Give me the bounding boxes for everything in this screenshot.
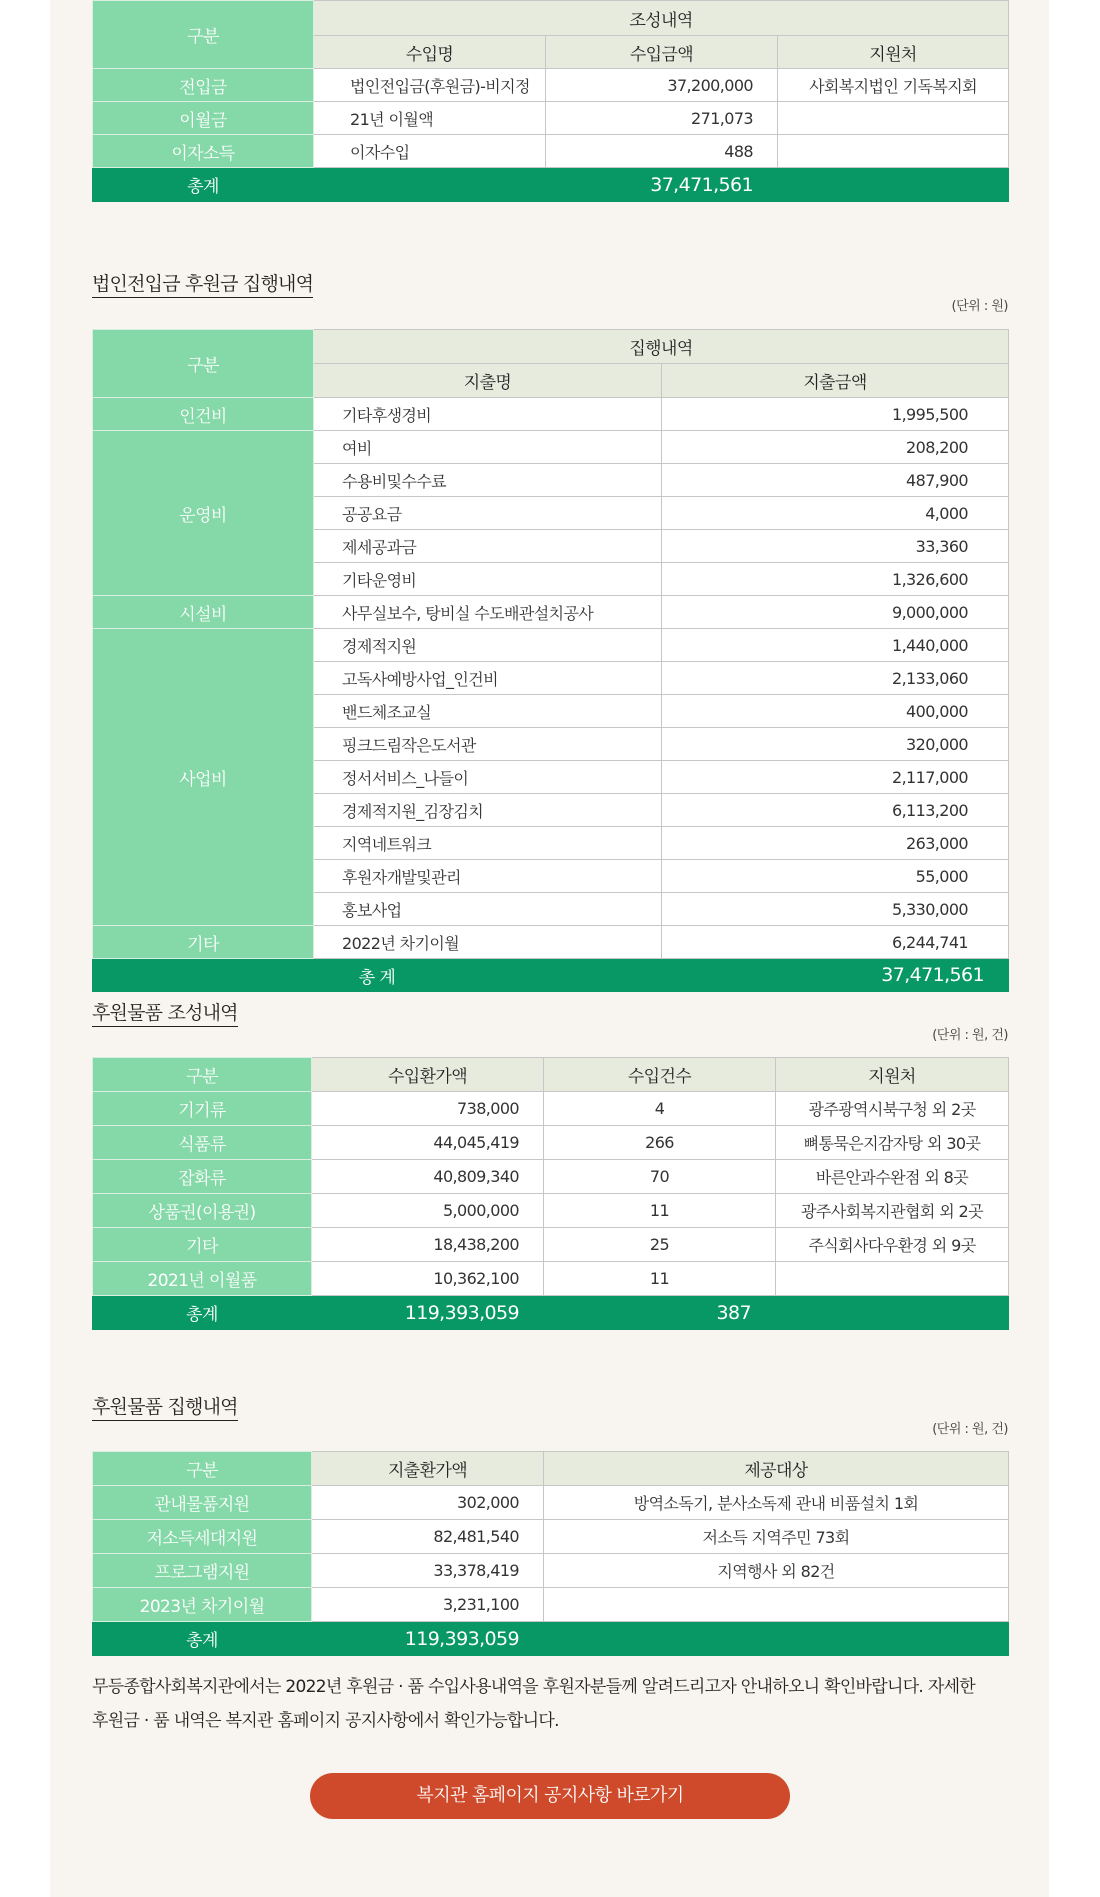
total-amount: 37,471,561 xyxy=(546,168,778,202)
row-expense-name: 사무실보수, 탕비실 수도배관설치공사 xyxy=(314,596,662,629)
row-value: 738,000 xyxy=(312,1092,544,1126)
row-expense-amount: 263,000 xyxy=(662,827,1009,860)
row-value: 302,000 xyxy=(312,1486,544,1520)
row-income-amount: 271,073 xyxy=(546,102,778,135)
row-category: 인건비 xyxy=(93,398,314,431)
row-expense-amount: 1,995,500 xyxy=(662,398,1009,431)
row-income-amount: 37,200,000 xyxy=(546,69,778,102)
row-category: 시설비 xyxy=(93,596,314,629)
total-value: 119,393,059 xyxy=(312,1296,544,1330)
table-row xyxy=(93,135,1009,168)
row-value: 3,231,100 xyxy=(312,1588,544,1622)
row-value: 44,045,419 xyxy=(312,1126,544,1160)
table-row xyxy=(93,1126,1009,1160)
row-source xyxy=(778,135,1009,168)
row-expense-amount: 9,000,000 xyxy=(662,596,1009,629)
total-label: 총계 xyxy=(93,1622,312,1656)
row-expense-amount: 33,360 xyxy=(662,530,1009,563)
unit-label: (단위 : 원, 건) xyxy=(932,1422,1008,1437)
row-source: 바른안과수완점 외 8곳 xyxy=(776,1160,1009,1194)
corporate-spending-table xyxy=(92,329,1009,992)
row-category: 기기류 xyxy=(93,1092,312,1126)
row-source: 뼈통묵은지감자탕 외 30곳 xyxy=(776,1126,1009,1160)
row-category: 2021년 이월품 xyxy=(93,1262,312,1296)
row-expense-name: 수용비및수수료 xyxy=(314,464,662,497)
row-value: 5,000,000 xyxy=(312,1194,544,1228)
row-income-amount: 488 xyxy=(546,135,778,168)
total-blank xyxy=(544,1622,1009,1656)
row-category: 프로그램지원 xyxy=(93,1554,312,1588)
header-category: 구분 xyxy=(93,330,314,398)
row-expense-name: 경제적지원 xyxy=(314,629,662,662)
notice-line-2: 후원금 · 품 내역은 복지관 홈페이지 공지사항에서 확인가능합니다. xyxy=(92,1711,559,1731)
row-expense-amount: 6,244,741 xyxy=(662,926,1009,959)
row-count: 4 xyxy=(544,1092,776,1126)
header-execution: 집행내역 xyxy=(314,330,1009,364)
row-count: 11 xyxy=(544,1194,776,1228)
table-row xyxy=(93,431,1009,464)
total-blank xyxy=(776,1296,1009,1330)
row-income-name: 이자수입 xyxy=(314,135,546,168)
row-expense-name: 지역네트워크 xyxy=(314,827,662,860)
row-count: 70 xyxy=(544,1160,776,1194)
header-source: 지원처 xyxy=(776,1058,1009,1092)
total-label: 총계 xyxy=(93,1296,312,1330)
row-expense-name: 홍보사업 xyxy=(314,893,662,926)
notice-text xyxy=(92,1670,1022,1738)
total-amount: 37,471,561 xyxy=(662,959,1009,992)
unit-label: (단위 : 원, 건) xyxy=(932,1028,1008,1043)
row-expense-name: 경제적지원_김장김치 xyxy=(314,794,662,827)
row-expense-amount: 6,113,200 xyxy=(662,794,1009,827)
section-title-goods-income: 후원물품 조성내역 xyxy=(92,998,238,1027)
row-expense-name: 공공요금 xyxy=(314,497,662,530)
row-category: 기타 xyxy=(93,1228,312,1262)
row-value: 82,481,540 xyxy=(312,1520,544,1554)
total-blank xyxy=(314,168,546,202)
table-row xyxy=(93,398,1009,431)
row-target xyxy=(544,1588,1009,1622)
row-category: 2023년 차기이월 xyxy=(93,1588,312,1622)
header-source: 지원처 xyxy=(778,36,1009,69)
row-expense-amount: 4,000 xyxy=(662,497,1009,530)
row-source xyxy=(778,102,1009,135)
row-expense-name: 핑크드림작은도서관 xyxy=(314,728,662,761)
homepage-notice-button[interactable]: 복지관 홈페이지 공지사항 바로가기 xyxy=(310,1773,790,1819)
row-category: 식품류 xyxy=(93,1126,312,1160)
table-row xyxy=(93,926,1009,959)
table-row xyxy=(93,1520,1009,1554)
row-source xyxy=(776,1262,1009,1296)
row-expense-amount: 400,000 xyxy=(662,695,1009,728)
row-expense-amount: 2,133,060 xyxy=(662,662,1009,695)
header-composition: 조성내역 xyxy=(314,1,1009,36)
row-expense-name: 고독사예방사업_인건비 xyxy=(314,662,662,695)
row-category: 관내물품지원 xyxy=(93,1486,312,1520)
row-expense-name: 2022년 차기이월 xyxy=(314,926,662,959)
row-count: 25 xyxy=(544,1228,776,1262)
table-row xyxy=(93,629,1009,662)
row-expense-amount: 487,900 xyxy=(662,464,1009,497)
table-row xyxy=(93,69,1009,102)
row-category: 저소득세대지원 xyxy=(93,1520,312,1554)
row-expense-name: 여비 xyxy=(314,431,662,464)
table-row xyxy=(93,1486,1009,1520)
row-expense-amount: 55,000 xyxy=(662,860,1009,893)
row-source: 사회복지법인 기독복지회 xyxy=(778,69,1009,102)
row-target: 지역행사 외 82건 xyxy=(544,1554,1009,1588)
row-count: 266 xyxy=(544,1126,776,1160)
table-row xyxy=(93,102,1009,135)
goods-spending-table xyxy=(92,1451,1009,1656)
header-expense-name: 지출명 xyxy=(314,364,662,398)
header-expense-amount: 지출금액 xyxy=(662,364,1009,398)
header-value: 수입환가액 xyxy=(312,1058,544,1092)
row-expense-name: 밴드체조교실 xyxy=(314,695,662,728)
row-expense-amount: 1,326,600 xyxy=(662,563,1009,596)
row-source: 광주광역시북구청 외 2곳 xyxy=(776,1092,1009,1126)
row-source: 주식회사다우환경 외 9곳 xyxy=(776,1228,1009,1262)
table-row xyxy=(93,1588,1009,1622)
row-expense-amount: 1,440,000 xyxy=(662,629,1009,662)
row-expense-amount: 2,117,000 xyxy=(662,761,1009,794)
row-category: 잡화류 xyxy=(93,1160,312,1194)
total-blank xyxy=(778,168,1009,202)
table-row xyxy=(93,1554,1009,1588)
total-count: 387 xyxy=(544,1296,776,1330)
row-category: 사업비 xyxy=(93,629,314,926)
row-category: 기타 xyxy=(93,926,314,959)
table-row xyxy=(93,1160,1009,1194)
header-count: 수입건수 xyxy=(544,1058,776,1092)
row-income-name: 21년 이월액 xyxy=(314,102,546,135)
row-value: 33,378,419 xyxy=(312,1554,544,1588)
table-row xyxy=(93,1194,1009,1228)
row-category: 상품권(이용권) xyxy=(93,1194,312,1228)
row-expense-amount: 208,200 xyxy=(662,431,1009,464)
unit-label: (단위 : 원) xyxy=(951,299,1008,314)
row-expense-name: 정서서비스_나들이 xyxy=(314,761,662,794)
table-row xyxy=(93,1092,1009,1126)
row-target: 저소득 지역주민 73회 xyxy=(544,1520,1009,1554)
table-row xyxy=(93,596,1009,629)
income-summary-table xyxy=(92,0,1009,202)
row-category: 이월금 xyxy=(93,102,314,135)
row-category: 이자소득 xyxy=(93,135,314,168)
goods-income-table xyxy=(92,1057,1009,1330)
row-category: 전입금 xyxy=(93,69,314,102)
total-value: 119,393,059 xyxy=(312,1622,544,1656)
row-target: 방역소독기, 분사소독제 관내 비품설치 1회 xyxy=(544,1486,1009,1520)
row-value: 40,809,340 xyxy=(312,1160,544,1194)
header-income-amount: 수입금액 xyxy=(546,36,778,69)
total-label: 총 계 xyxy=(93,959,662,992)
header-category: 구분 xyxy=(93,1452,312,1486)
section-title-corporate-spending: 법인전입금 후원금 집행내역 xyxy=(92,269,313,298)
row-source: 광주사회복지관협회 외 2곳 xyxy=(776,1194,1009,1228)
row-count: 11 xyxy=(544,1262,776,1296)
row-expense-name: 기타운영비 xyxy=(314,563,662,596)
table-row xyxy=(93,1228,1009,1262)
table-row xyxy=(93,1262,1009,1296)
row-expense-name: 제세공과금 xyxy=(314,530,662,563)
notice-line-1: 무등종합사회복지관에서는 2022년 후원금 · 품 수입사용내역을 후원자분들께 알려드리고자 안내하오니 확인바랍니다. 자세한 xyxy=(92,1677,976,1697)
header-category: 구분 xyxy=(93,1058,312,1092)
row-expense-amount: 320,000 xyxy=(662,728,1009,761)
row-expense-name: 후원자개발및관리 xyxy=(314,860,662,893)
row-value: 18,438,200 xyxy=(312,1228,544,1262)
section-title-goods-spending: 후원물품 집행내역 xyxy=(92,1392,238,1421)
header-value: 지출환가액 xyxy=(312,1452,544,1486)
header-target: 제공대상 xyxy=(544,1452,1009,1486)
header-income-name: 수입명 xyxy=(314,36,546,69)
row-value: 10,362,100 xyxy=(312,1262,544,1296)
row-category: 운영비 xyxy=(93,431,314,596)
total-label: 총계 xyxy=(93,168,314,202)
row-expense-amount: 5,330,000 xyxy=(662,893,1009,926)
row-income-name: 법인전입금(후원금)-비지정 xyxy=(314,69,546,102)
row-expense-name: 기타후생경비 xyxy=(314,398,662,431)
header-category: 구분 xyxy=(93,1,314,69)
